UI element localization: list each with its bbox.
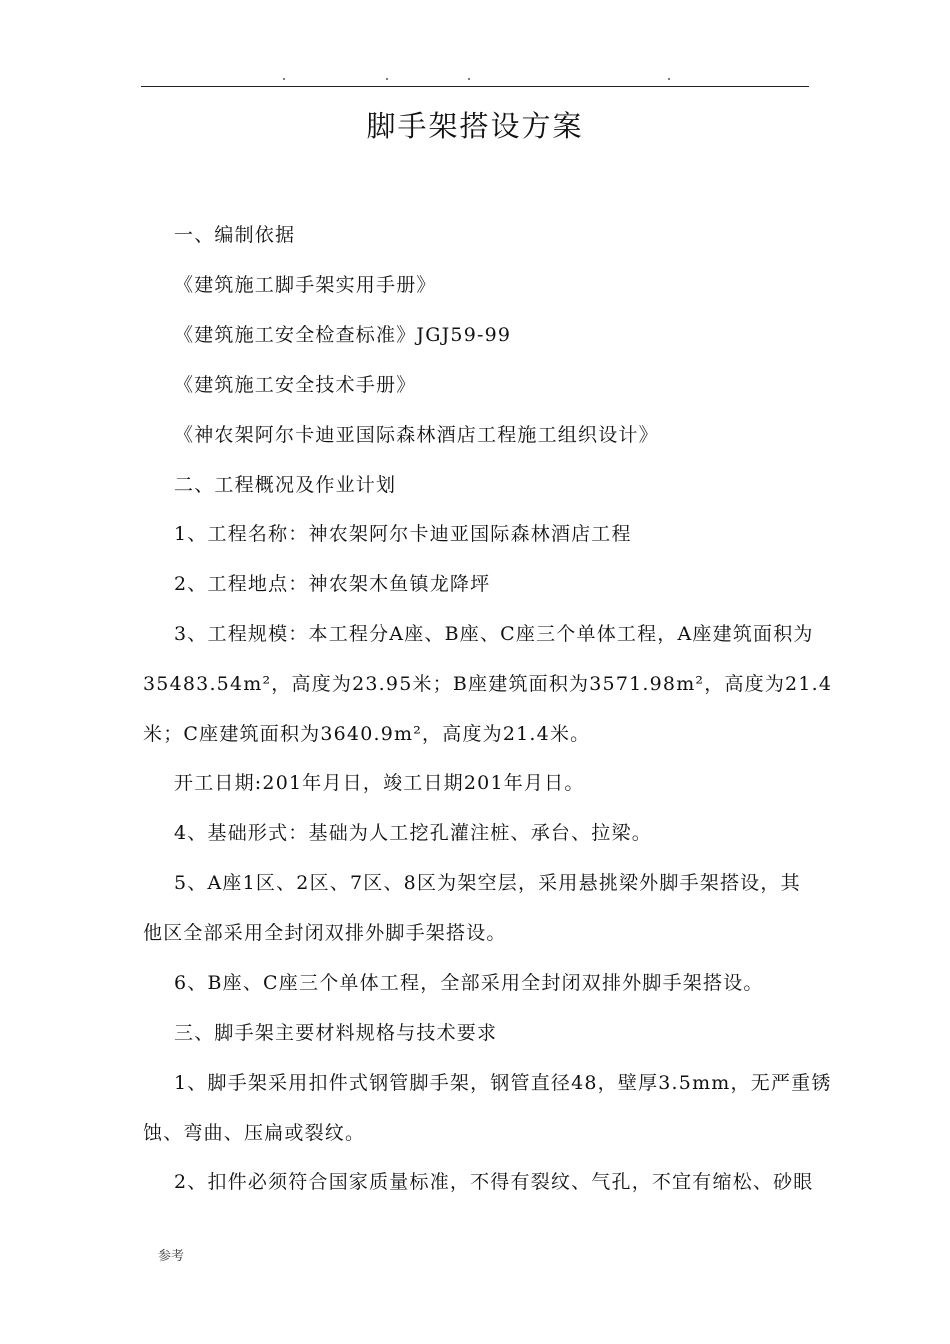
paragraph-line: 3、工程规模：本工程分A座、B座、C座三个单体工程，A座建筑面积为 <box>174 623 814 645</box>
paragraph-line: 开工日期:201年月日，竣工日期201年月日。 <box>174 772 585 794</box>
document-title: 脚手架搭设方案 <box>366 109 584 143</box>
reference-item: 《建筑施工安全检查标准》JGJ59-99 <box>174 324 512 346</box>
paragraph-line: 他区全部采用全封闭双排外脚手架搭设。 <box>143 922 507 944</box>
paragraph-line: 2、扣件必须符合国家质量标准，不得有裂纹、气孔，不宜有缩松、砂眼 <box>174 1171 814 1193</box>
section-heading: 二、工程概况及作业计划 <box>174 474 397 496</box>
footer-label: 参考 <box>158 1249 185 1264</box>
reference-item: 《建筑施工安全技术手册》 <box>174 374 417 396</box>
paragraph-line: 2、工程地点：神农架木鱼镇龙降坪 <box>174 573 491 595</box>
paragraph-line: 1、工程名称：神农架阿尔卡迪亚国际森林酒店工程 <box>174 523 632 545</box>
paragraph-line: 5、A座1区、2区、7区、8区为架空层，采用悬挑梁外脚手架搭设，其 <box>174 872 801 894</box>
paragraph-line: 35483.54m²，高度为23.95米；B座建筑面积为3571.98m²，高度为21.4 <box>143 673 833 695</box>
header-dot <box>668 78 670 80</box>
reference-item: 《神农架阿尔卡迪亚国际森林酒店工程施工组织设计》 <box>174 424 659 446</box>
paragraph-line: 6、B座、C座三个单体工程，全部采用全封闭双排外脚手架搭设。 <box>174 972 764 994</box>
header-rule <box>141 86 809 87</box>
header-dot <box>283 78 285 80</box>
paragraph-line: 4、基础形式：基础为人工挖孔灌注桩、承台、拉梁。 <box>174 822 652 844</box>
header-dot <box>468 78 470 80</box>
header-dot <box>386 78 388 80</box>
paragraph-line: 米；C座建筑面积为3640.9m²，高度为21.4米。 <box>143 723 591 745</box>
section-heading: 一、编制依据 <box>174 224 296 246</box>
paragraph-line: 1、脚手架采用扣件式钢管脚手架，钢管直径48，壁厚3.5mm，无严重锈 <box>174 1072 832 1094</box>
section-heading: 三、脚手架主要材料规格与技术要求 <box>174 1022 498 1044</box>
reference-item: 《建筑施工脚手架实用手册》 <box>174 274 437 296</box>
paragraph-line: 蚀、弯曲、压扁或裂纹。 <box>143 1122 366 1144</box>
